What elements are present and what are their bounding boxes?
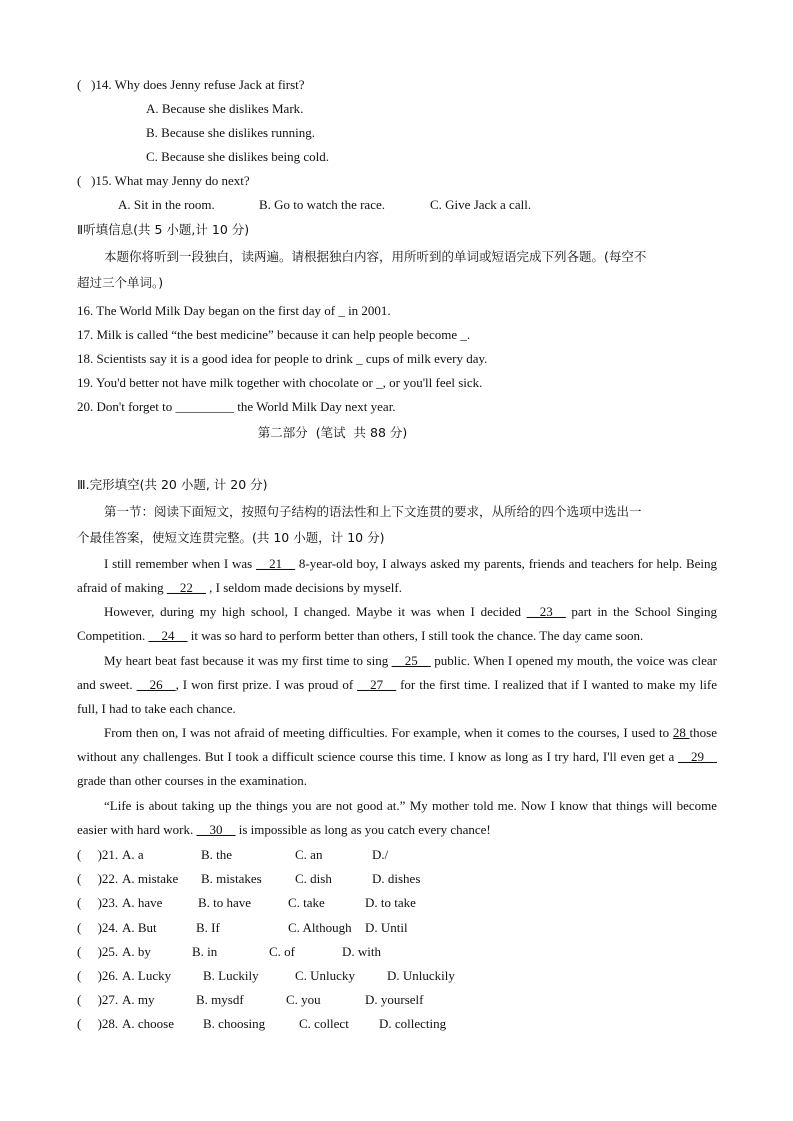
choice-27-option-a: A. my: [122, 992, 155, 1008]
question-15-option-b: B. Go to watch the race.: [259, 197, 385, 212]
choice-row-22-number: ( )22.: [77, 871, 119, 887]
choice-22-option-b: B. mistakes: [201, 871, 262, 887]
choice-24-option-a: A. But: [122, 919, 157, 935]
part-2-title: 第二部分 (笔试 共 88 分): [257, 425, 408, 440]
question-17: 17. Milk is called “the best medicine” because it can help people become _.: [77, 327, 471, 342]
question-15-option-a: A. Sit in the room.: [118, 197, 215, 212]
choice-25-option-c: C. of: [269, 943, 295, 959]
choice-21-option-d: D./: [372, 847, 389, 862]
choice-26-option-b: B. Luckily: [203, 968, 259, 983]
passage-paragraph-4: From then on, I was not afraid of meeting difficulties. For example, when it comes to the courses, I used to 28 those without any challenges. But I took a difficult science course this time. I know as long as I try hard, I'll even get a __29__ grade than other courses in the examination.: [77, 725, 717, 788]
choice-21-option-a: A. a: [122, 847, 144, 862]
choice-28-option-d: D. collecting: [379, 1016, 447, 1032]
choice-25-option-a: A. by: [122, 943, 151, 959]
question-20: 20. Don't forget to _________ the World Milk Day next year.: [77, 399, 396, 414]
choice-26-option-d: D. Unluckily: [387, 968, 455, 983]
passage-paragraph-2: However, during my high school, I changed. Maybe it was when I decided __23__ part in the School Singing Competition. __24__ it was so hard to perform better than others, I still took the chance. The day came soon.: [77, 604, 717, 643]
passage-paragraph-1: I still remember when I was __21__ 8-year-old boy, I always asked my parents, friends and teachers for help. Being afraid of making __22__ , I seldom made decisions by myself.: [77, 556, 718, 595]
choice-21-option-b: B. the: [201, 847, 233, 862]
choice-21-option-c: C. an: [295, 847, 323, 862]
blank-21: __21__: [256, 556, 296, 571]
blank-24: __24__: [148, 628, 188, 643]
section-2-instruction-line2: 超过三个单词。): [77, 275, 164, 290]
question-16: 16. The World Milk Day began on the first day of _ in 2001.: [77, 303, 391, 318]
question-14-stem: ( )14. Why does Jenny refuse Jack at first?: [77, 77, 305, 92]
question-14-option-a: A. Because she dislikes Mark.: [146, 101, 304, 116]
choice-26-option-a: A. Lucky: [122, 968, 172, 983]
choice-row-25-number: ( )25.: [77, 943, 119, 959]
choice-26-option-c: C. Unlucky: [295, 968, 355, 983]
choice-row-27-number: ( )27.: [77, 992, 119, 1008]
question-14-option-b: B. Because she dislikes running.: [146, 125, 315, 140]
choice-25-option-b: B. in: [192, 943, 218, 959]
section-2-instruction-line1: 本题你将听到一段独白，读两遍。请根据独白内容，用所听到的单词或短语完成下列各题。(每空不: [104, 249, 647, 264]
passage-paragraph-5: “Life is about taking up the things you are not good at.” My mother told me. Now I know that things will become easier with hard work. __30__ is impossible as long as you catch every chance!: [77, 798, 717, 837]
section-3-instruction-line2: 个最佳答案，使短文连贯完整。(共 10 小题，计 10 分): [77, 530, 385, 545]
choice-row-21-number: ( )21.: [77, 847, 119, 862]
blank-30: __30__: [196, 822, 236, 837]
blank-25: __25__: [391, 653, 431, 668]
question-18: 18. Scientists say it is a good idea for people to drink _ cups of milk every day.: [77, 351, 488, 366]
blank-22: __22__: [166, 580, 206, 595]
choice-24-option-b: B. If: [196, 919, 220, 935]
section-3-title: Ⅲ.完形填空(共 20 小题, 计 20 分): [77, 477, 268, 492]
blank-26: __26__: [136, 677, 176, 692]
question-15-stem: ( )15. What may Jenny do next?: [77, 173, 250, 188]
choice-row-28-number: ( )28.: [77, 1016, 119, 1032]
choice-28-option-c: C. collect: [299, 1016, 349, 1032]
choice-23-option-d: D. to take: [365, 895, 416, 911]
choice-24-option-d: D. Until: [365, 919, 408, 935]
choice-22-option-c: C. dish: [295, 871, 332, 887]
passage-paragraph-3: My heart beat fast because it was my first time to sing __25__ public. When I opened my mouth, the voice was clear and sweet. __26__, I won first prize. I was proud of __27__ for the first time. I realized that if I wanted to make my life full, I had to take each chance.: [77, 653, 717, 716]
section-2-title: Ⅱ听填信息(共 5 小题,计 10 分): [77, 222, 250, 237]
choice-23-option-b: B. to have: [198, 895, 252, 911]
question-20-blank: _________: [175, 399, 235, 414]
choice-row-24-number: ( )24.: [77, 919, 119, 935]
choice-25-option-d: D. with: [342, 943, 381, 959]
question-15-option-c: C. Give Jack a call.: [430, 197, 532, 212]
choice-23-option-a: A. have: [122, 895, 163, 911]
choice-27-option-c: C. you: [286, 992, 321, 1008]
choice-24-option-c: C. Although: [288, 919, 352, 935]
choice-27-option-d: D. yourself: [365, 992, 424, 1008]
blank-28: 28: [672, 725, 690, 740]
choice-22-option-a: A. mistake: [122, 871, 179, 887]
blank-23: __23__: [526, 604, 566, 619]
choice-22-option-d: D. dishes: [372, 871, 421, 887]
question-19: 19. You'd better not have milk together with chocolate or _, or you'll feel sick.: [77, 375, 483, 390]
choice-28-option-b: B. choosing: [203, 1016, 266, 1032]
choice-28-option-a: A. choose: [122, 1016, 174, 1032]
question-14-option-c: C. Because she dislikes being cold.: [146, 149, 330, 164]
choice-row-26-number: ( )26.: [77, 968, 119, 983]
choice-27-option-b: B. mysdf: [196, 992, 244, 1008]
choice-23-option-c: C. take: [288, 895, 325, 911]
blank-29: __29__: [678, 749, 717, 764]
section-3-instruction-line1: 第一节：阅读下面短文，按照句子结构的语法性和上下文连贯的要求，从所给的四个选项中选出一: [104, 504, 642, 519]
choice-row-23-number: ( )23.: [77, 895, 119, 911]
blank-27: __27__: [357, 677, 397, 692]
